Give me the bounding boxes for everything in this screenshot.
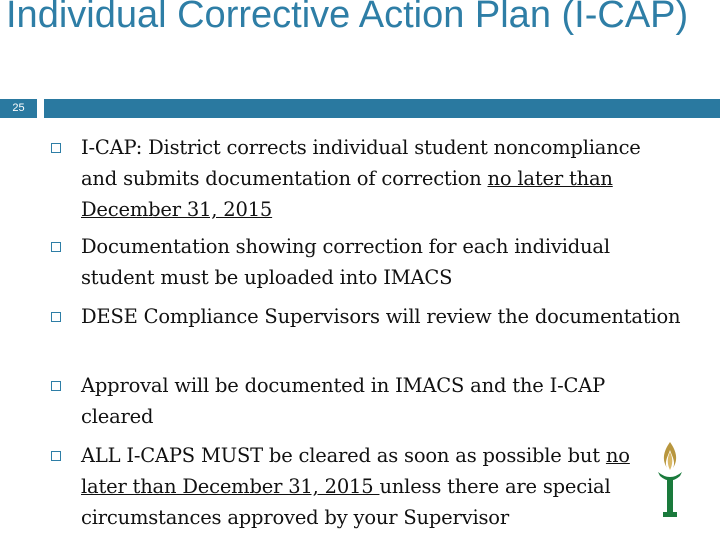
square-bullet-icon [51,451,61,461]
bullet-text: Approval will be documented in IMACS and the I-CAP cleared [81,374,605,428]
bullet-body: : District corrects individual student noncompliance and submits documentation of correction [81,136,641,190]
square-bullet-icon [51,143,61,153]
deadline-text: no later than December 31, 2015 [81,444,630,498]
slide-title: Individual Corrective Action Plan (I-CAP) [6,0,689,36]
deadline-text: no later than December 31, 2015 [81,167,613,221]
square-bullet-icon [51,381,61,391]
bullet-body-end: unless there are special circumstances approved by your Supervisor [81,475,611,529]
title-bar [0,99,720,118]
bullet-text [81,132,681,225]
torch-icon [654,440,686,518]
bullet-text: DESE Compliance Supervisors will review the documentation [81,305,681,328]
slide-number: 25 [0,99,37,118]
bullet-lead: I-CAP [81,136,136,159]
square-bullet-icon [51,312,61,322]
bullet-body: ALL I-CAPS MUST be cleared as soon as possible but [81,444,606,467]
square-bullet-icon [51,242,61,252]
accent-rule [44,99,720,118]
bullet-text: Documentation showing correction for each individual student must be uploaded into IMACS [81,235,610,289]
bullet-text [81,440,681,533]
